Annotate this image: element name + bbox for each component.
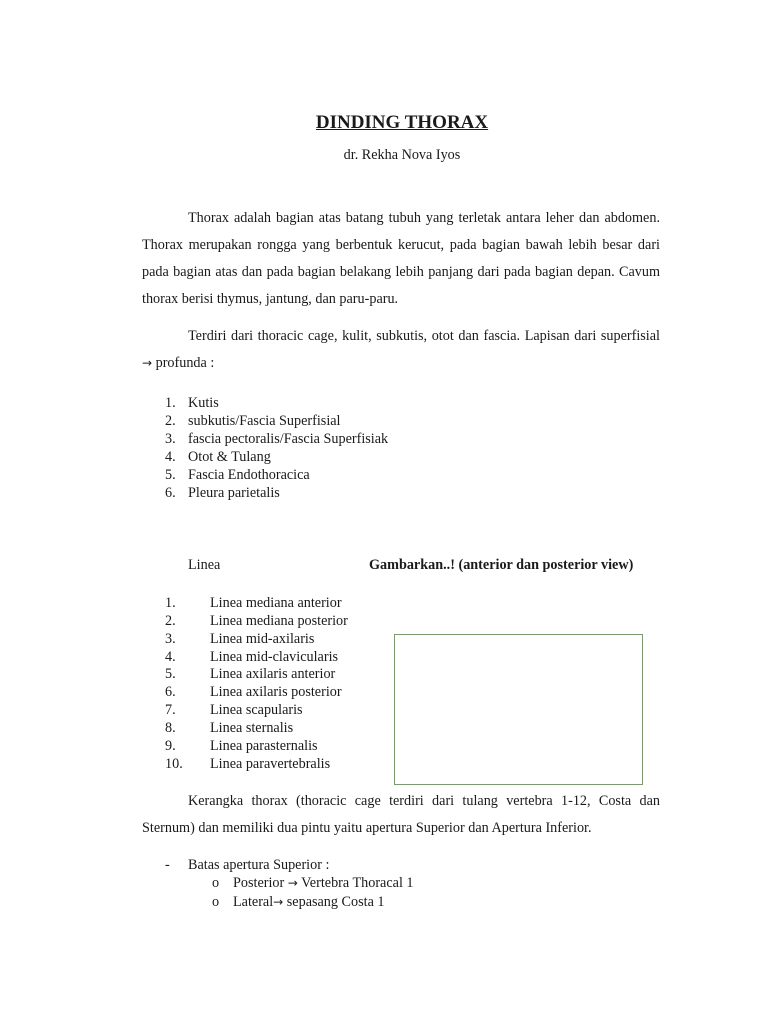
circle-bullet: o bbox=[212, 894, 220, 910]
list-item-number: 2. bbox=[165, 413, 176, 429]
list-item-text: Linea axilaris anterior bbox=[210, 666, 336, 682]
list-item-number: 1. bbox=[165, 395, 176, 411]
list-item-number: 10. bbox=[165, 756, 183, 772]
list-item-number: 4. bbox=[165, 649, 176, 665]
list-item-text bbox=[233, 893, 385, 911]
list-item-number: 2. bbox=[165, 613, 176, 629]
list-item-number: 6. bbox=[165, 684, 176, 700]
list-item-text: fascia pectoralis/Fascia Superfisiak bbox=[188, 431, 389, 447]
list-item-number: 4. bbox=[165, 449, 176, 465]
layers-intro-text: Terdiri dari thoracic cage, kulit, subkutis, otot dan fascia. Lapisan dari superfisial bbox=[188, 328, 660, 344]
aperture-label: Posterior bbox=[233, 875, 288, 891]
list-item-text bbox=[233, 874, 414, 892]
list-item-text: Linea sternalis bbox=[210, 720, 294, 736]
list-item-text: Linea parasternalis bbox=[210, 738, 318, 754]
list-item-number: 8. bbox=[165, 720, 176, 736]
list-item-number: 3. bbox=[165, 431, 176, 447]
list-item-number: 5. bbox=[165, 467, 176, 483]
list-item-text: Linea mediana anterior bbox=[210, 595, 342, 611]
aperture-heading: Batas apertura Superior : bbox=[188, 857, 330, 873]
list-item-text: Fascia Endothoracica bbox=[188, 467, 310, 483]
document-title: DINDING THORAX bbox=[315, 112, 489, 133]
list-item-number: 1. bbox=[165, 595, 176, 611]
list-item-text: Linea mediana posterior bbox=[210, 613, 348, 629]
document-author: dr. Rekha Nova Iyos bbox=[343, 147, 461, 163]
list-item-text: Pleura parietalis bbox=[188, 485, 280, 501]
list-item-text: Linea mid-axilaris bbox=[210, 631, 315, 647]
draw-instruction: Gambarkan..! (anterior dan posterior view) bbox=[369, 557, 634, 573]
thoracic-cage-paragraph: Kerangka thorax (thoracic cage terdiri dari tulang vertebra 1-12, Costa dan Sternum) dan memiliki dua pintu yaitu apertura Superior dan Apertura Inferior. bbox=[142, 793, 660, 836]
right-arrow-icon: → bbox=[273, 895, 284, 909]
list-item-text: Linea scapularis bbox=[210, 702, 303, 718]
circle-bullet: o bbox=[212, 875, 220, 891]
list-item-text: Linea axilaris posterior bbox=[210, 684, 342, 700]
list-item-text: Linea paravertebralis bbox=[210, 756, 331, 772]
list-item-number: 3. bbox=[165, 631, 176, 647]
list-item-number: 6. bbox=[165, 485, 176, 501]
list-item-text: Kutis bbox=[188, 395, 219, 411]
aperture-value: Vertebra Thoracal 1 bbox=[297, 875, 414, 891]
right-arrow-icon: → bbox=[142, 356, 153, 370]
drawing-box bbox=[394, 634, 643, 785]
layers-intro-text-end: profunda : bbox=[152, 355, 215, 371]
right-arrow-icon: → bbox=[287, 876, 298, 890]
aperture-value: sepasang Costa 1 bbox=[283, 894, 385, 910]
layers-intro-paragraph bbox=[142, 323, 660, 377]
linea-heading: Linea bbox=[188, 557, 221, 573]
intro-paragraph: Thorax adalah bagian atas batang tubuh yang terletak antara leher dan abdomen. Thorax merupakan rongga yang berbentuk kerucut, pada bagian bawah lebih besar dari pada bagian atas dan pada bagian belakang lebih panjang dari pada bagian depan. Cavum thorax berisi thymus, jantung, dan paru-paru. bbox=[142, 210, 660, 307]
list-item-number: 5. bbox=[165, 666, 176, 682]
list-item-number: 7. bbox=[165, 702, 176, 718]
dash-bullet: - bbox=[165, 857, 170, 873]
list-item-text: subkutis/Fascia Superfisial bbox=[188, 413, 341, 429]
list-item-text: Linea mid-clavicularis bbox=[210, 649, 339, 665]
list-item-number: 9. bbox=[165, 738, 176, 754]
aperture-label: Lateral bbox=[233, 894, 274, 910]
list-item-text: Otot & Tulang bbox=[188, 449, 271, 465]
